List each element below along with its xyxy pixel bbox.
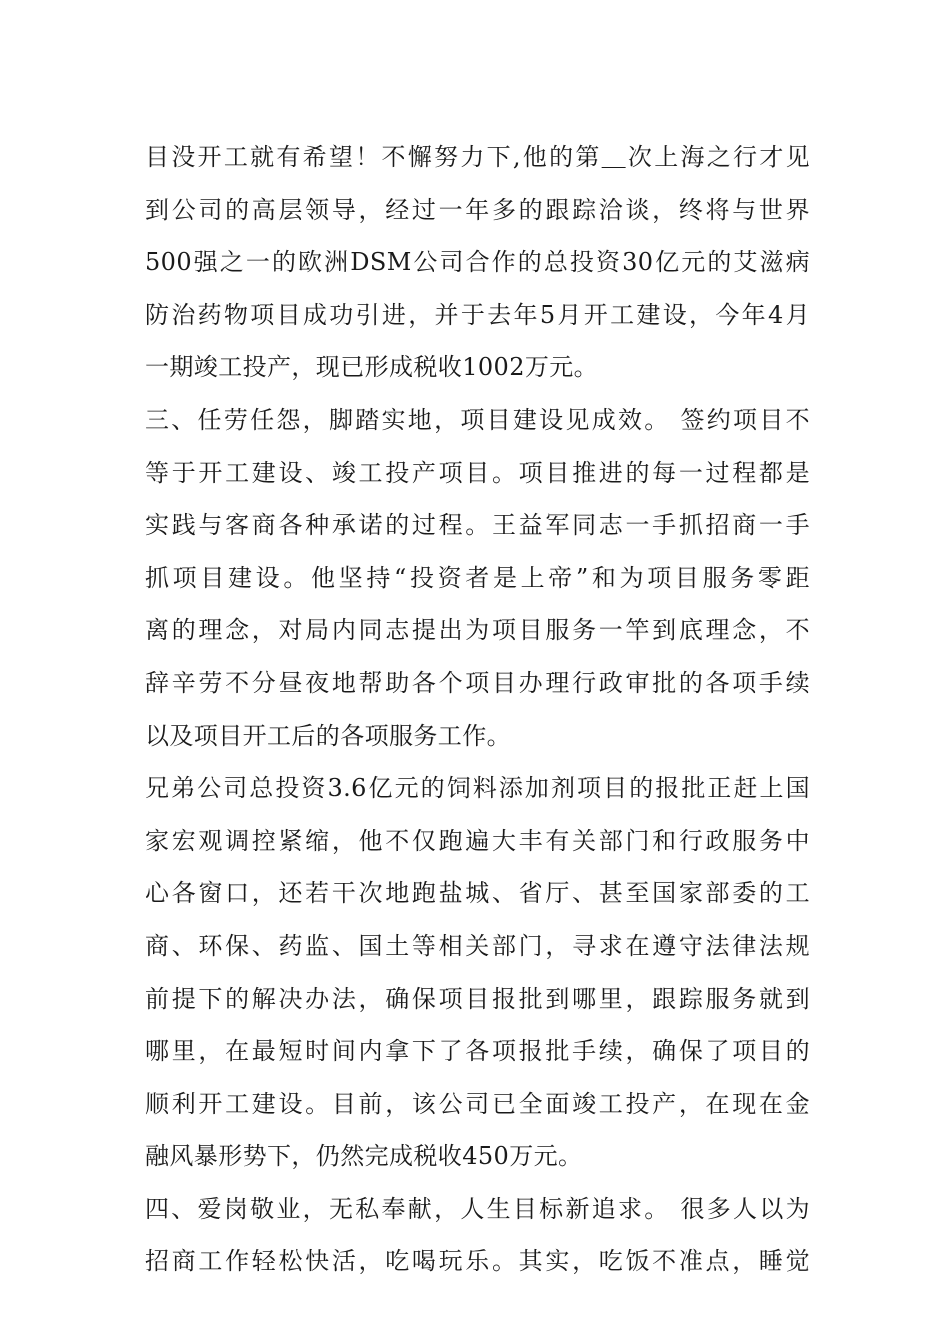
text-line: 招商工作轻松快活，吃喝玩乐。其实，吃饭不准点，睡觉 — [145, 1247, 810, 1276]
text-line: 离的理念，对局内同志提出为项目服务一竿到底理念，不 — [145, 616, 810, 645]
text-line: 商、环保、药监、国土等相关部门，寻求在遵守法律法规 — [145, 931, 810, 960]
text-line: 心各窗口，还若干次地跑盐城、省厅、甚至国家部委的工 — [145, 879, 810, 908]
text-line: 以及项目开工后的各项服务工作。 — [145, 721, 511, 750]
text-line: 实践与客商各种承诺的过程。王益军同志一手抓招商一手 — [145, 511, 810, 540]
text-line: 目没开工就有希望！不懈努力下,他的第＿次上海之行才见 — [145, 143, 810, 171]
text-line: 兄弟公司总投资3.6亿元的饲料添加剂项目的报批正赶上国 — [145, 774, 810, 803]
text-line: 500强之一的欧洲DSM公司合作的总投资30亿元的艾滋病 — [145, 248, 810, 277]
text-line: 哪里，在最短时间内拿下了各项报批手续，确保了项目的 — [145, 1037, 810, 1066]
text-line: 一期竣工投产，现已形成税收1002万元。 — [145, 353, 599, 382]
text-line: 融风暴形势下，仍然完成税收450万元。 — [145, 1142, 583, 1171]
text-line: 家宏观调控紧缩，他不仅跑遍大丰有关部门和行政服务中 — [145, 826, 810, 855]
paragraph-1 — [145, 131, 810, 394]
text-line: 前提下的解决办法，确保项目报批到哪里，跟踪服务就到 — [145, 984, 810, 1013]
text-line: 辞辛劳不分昼夜地帮助各个项目办理行政审批的各项手续 — [145, 668, 810, 697]
paragraph-2 — [145, 394, 810, 762]
text-line: 三、任劳任怨，脚踏实地，项目建设见成效。 签约项目不 — [145, 405, 810, 434]
paragraph-4 — [145, 1183, 810, 1288]
text-line: 四、爱岗敬业，无私奉献，人生目标新追求。 很多人以为 — [145, 1194, 810, 1223]
paragraph-3 — [145, 762, 810, 1183]
text-line: 到公司的高层领导，经过一年多的跟踪洽谈，终将与世界 — [145, 195, 810, 224]
text-line: 顺利开工建设。目前，该公司已全面竣工投产，在现在金 — [145, 1089, 810, 1118]
text-line: 等于开工建设、竣工投产项目。项目推进的每一过程都是 — [145, 458, 810, 487]
text-line: 防治药物项目成功引进，并于去年5月开工建设，今年4月 — [145, 300, 810, 329]
document-body — [145, 131, 810, 1288]
text-line: 抓项目建设。他坚持“投资者是上帝”和为项目服务零距 — [145, 563, 810, 592]
